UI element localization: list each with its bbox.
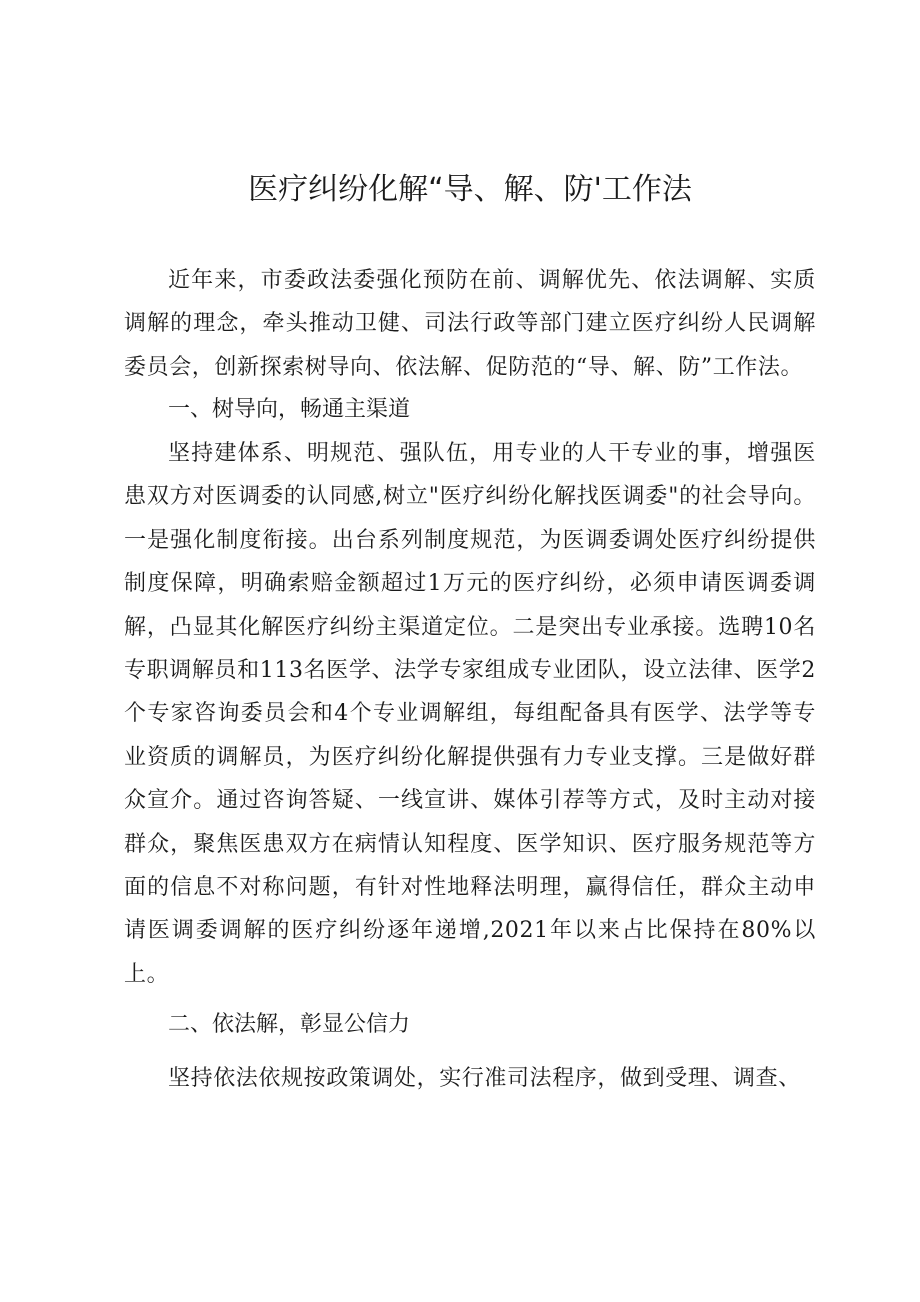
section1-emphasis-2: 二是突出专业承接。 [512,614,719,640]
section2-paragraph: 坚持依法依规按政策调处，实行准司法程序，做到受理、调查、 [168,1066,801,1091]
section1-text-c: 选聘10名专职调解员和113名医学、法学专家组成专业团队，设立法律、医学2个专家咨询委员会和4个专业调解组，每组配备具有医学、法学等专业资质的调解员，为医疗纠纷化解提供强有力专业支撑。 [124,614,817,770]
section1-heading: 一、树导向，畅通主渠道 [168,397,411,422]
document-title: 医疗纠纷化解“导、解、防'工作法 [248,172,692,207]
section1-emphasis-3: 三是做好群众宣介。 [124,744,816,814]
section1-paragraph [124,432,816,996]
section2-heading: 二、依法解，彰显公信力 [168,1012,411,1037]
section1-text-b: 出台系列制度规范，为医调委调处医疗纠纷提供制度保障，明确索赔金额超过1万元的医疗纠纷，必须申请医调委调解，凸显其化解医疗纠纷主渠道定位。 [124,527,816,640]
section1-text-d: 通过咨询答疑、一线宣讲、媒体引荐等方式，及时主动对接群众，聚焦医患双方在病情认知程度、医学知识、医疗服务规范等方面的信息不对称问题，有针对性地释法明理，赢得信任，群众主动申请医调委调解的医疗纠纷逐年递增,2021年以来占比保持在80%以上。 [124,788,817,987]
section1-emphasis-1: 一是强化制度衔接。 [124,527,332,553]
section1-text-a: 坚持建体系、明规范、强队伍，用专业的人干专业的事，增强医患双方对医调委的认同感,树立"医疗纠纷化解找医调委"的社会导向。 [124,441,816,510]
intro-paragraph: 近年来，市委政法委强化预防在前、调解优先、依法调解、实质调解的理念，牵头推动卫健、司法行政等部门建立医疗纠纷人民调解委员会，创新探索树导向、依法解、促防范的“导、解、防”工作法。 [124,268,816,380]
